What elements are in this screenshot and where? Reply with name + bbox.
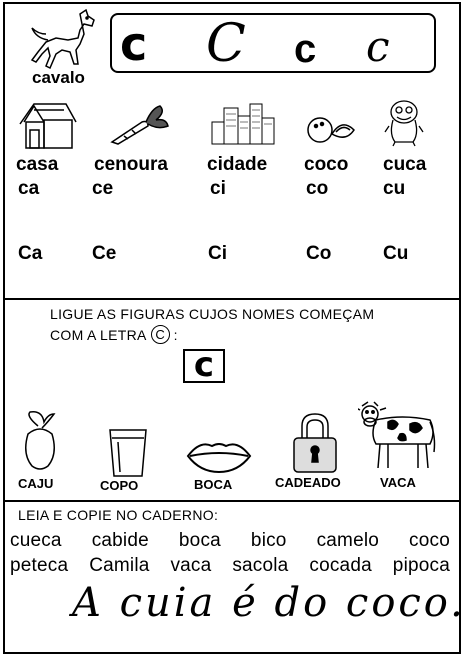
letter-C-cursive: C [206,14,246,74]
letter-c-cursive: c [366,22,390,71]
instruction-line2-text: COM A LETRA [50,326,147,343]
reading-word: vaca [170,555,212,576]
cursive-sentence: A cuia é do coco. [72,580,466,626]
reading-word: boca [178,530,221,551]
coconut-icon [306,112,356,146]
syllable-Ca: Ca [18,243,43,264]
word-cuca: cuca [383,154,427,175]
reading-instruction: LEIA E COPIE NO CADERNO: [18,507,219,523]
label-cadeado: CADEADO [275,475,341,490]
house-icon [18,100,78,150]
circled-letter: C [151,325,170,344]
reading-word: coco [409,530,450,551]
instruction-line1: LIGUE AS FIGURAS CUJOS NOMES COMEÇAM [50,306,375,322]
syllable-ce: ce [92,178,114,199]
reading-word: camelo [316,530,380,551]
letter-c-print: c [120,17,148,71]
word-cidade: cidade [207,154,268,175]
label-boca: BOCA [194,477,233,492]
city-icon [210,100,276,146]
letters-box [110,13,436,73]
reading-word: bico [250,530,287,551]
cow-icon [358,400,438,474]
divider-2 [3,500,461,502]
instruction-line2 [50,325,178,344]
syllable-Ci: Ci [208,243,227,264]
horse-icon [28,8,100,70]
reading-word: Camila [89,555,150,576]
word-casa: casa [16,154,59,175]
reading-word: cueca [10,530,62,551]
boxed-letter: c [183,349,225,383]
glass-icon [108,428,148,478]
reading-word: peteca [10,555,69,576]
padlock-icon [290,412,340,474]
reading-word: cabide [91,530,149,551]
carrot-icon [108,102,170,146]
syllable-cu: cu [383,178,406,199]
word-coco: coco [304,154,349,175]
reading-row1 [10,530,450,552]
syllable-ci: ci [210,178,226,199]
divider-1 [3,298,461,300]
label-vaca: VACA [380,475,416,490]
syllable-co: co [306,178,329,199]
reading-word: pipoca [392,555,450,576]
syllable-Ce: Ce [92,243,117,264]
syllable-ca: ca [18,178,40,199]
reading-row2 [10,555,450,577]
label-caju: CAJU [18,476,54,491]
label-copo: COPO [100,478,139,493]
syllable-Cu: Cu [383,243,409,264]
cuca-icon [383,98,425,148]
lips-icon [186,438,252,474]
reading-word: sacola [232,555,289,576]
reading-word: cocada [309,555,372,576]
instruction-colon: : [173,326,178,343]
word-cenoura: cenoura [94,154,168,175]
syllable-Co: Co [306,243,332,264]
cashew-icon [20,410,60,472]
letter-c-lower: c [294,27,317,71]
horse-label: cavalo [32,68,85,87]
